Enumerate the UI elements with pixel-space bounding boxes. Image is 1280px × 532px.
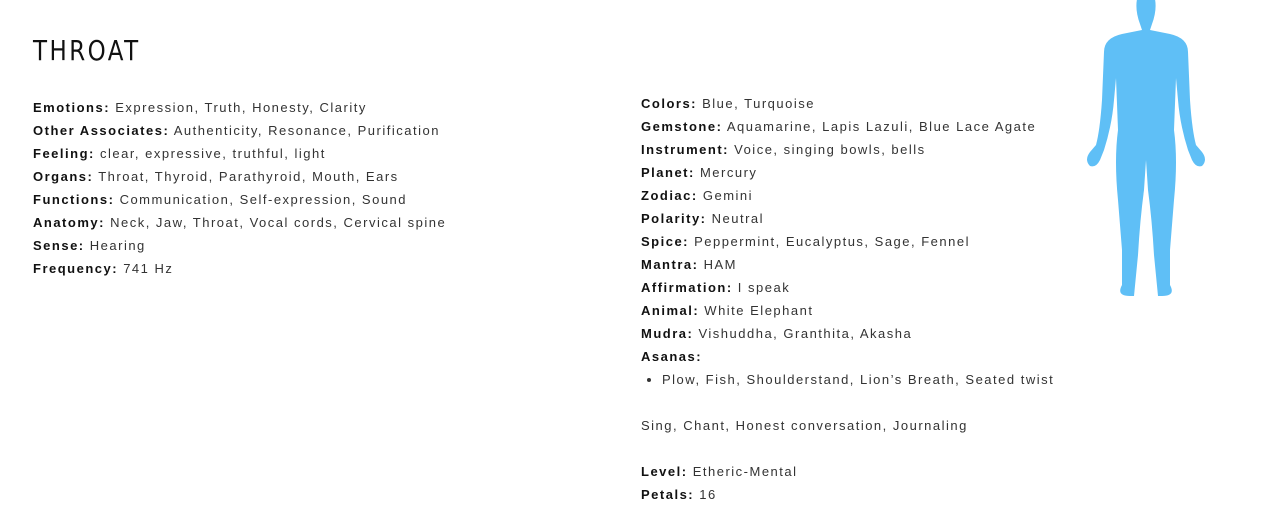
attribute-row-planet <box>641 165 1111 188</box>
attribute-row-other-associates <box>33 123 593 146</box>
attribute-label: Spice: <box>641 234 690 249</box>
attribute-label: Level: <box>641 464 688 479</box>
attribute-row-colors <box>641 96 1111 119</box>
attribute-label: Planet: <box>641 165 695 180</box>
attribute-value: Expression, Truth, Honesty, Clarity <box>115 100 367 115</box>
attribute-label: Petals: <box>641 487 695 502</box>
attribute-row-functions <box>33 192 593 215</box>
attribute-label: Instrument: <box>641 142 729 157</box>
attribute-value: Blue, Turquoise <box>702 96 815 111</box>
list-item: • Plow, Fish, Shoulderstand, Lion’s Breath, Seated twist <box>662 372 1111 395</box>
attribute-label: Sense: <box>33 238 85 253</box>
spacer <box>641 395 1111 418</box>
attribute-value: clear, expressive, truthful, light <box>99 146 326 161</box>
attribute-value: Vishuddha, Granthita, Akasha <box>698 326 913 341</box>
attribute-value: Hearing <box>89 238 146 253</box>
attribute-label: Emotions: <box>33 100 111 115</box>
attribute-row-gemstone <box>641 119 1111 142</box>
attribute-value: Authenticity, Resonance, Purification <box>173 123 440 138</box>
attribute-row-animal <box>641 303 1111 326</box>
attribute-label: Colors: <box>641 96 697 111</box>
attribute-value: Throat, Thyroid, Parathyroid, Mouth, Ears <box>98 169 399 184</box>
left-attributes-column <box>33 100 593 284</box>
attribute-value: Peppermint, Eucalyptus, Sage, Fennel <box>694 234 970 249</box>
attribute-label: Functions: <box>33 192 115 207</box>
attribute-row-polarity <box>641 211 1111 234</box>
attribute-label: Mantra: <box>641 257 699 272</box>
attribute-value: 741 Hz <box>123 261 174 276</box>
attribute-row-zodiac <box>641 188 1111 211</box>
attribute-label: Polarity: <box>641 211 707 226</box>
attribute-row-sense <box>33 238 593 261</box>
attribute-label: Other Associates: <box>33 123 170 138</box>
attribute-row-level <box>641 464 1111 487</box>
attribute-row-frequency <box>33 261 593 284</box>
attribute-value: Gemini <box>702 188 754 203</box>
attribute-value: Aquamarine, Lapis Lazuli, Blue Lace Agate <box>726 119 1037 134</box>
attribute-row-feeling <box>33 146 593 169</box>
attribute-label: Zodiac: <box>641 188 698 203</box>
page-title: THROAT <box>33 34 141 67</box>
attribute-row-affirmation <box>641 280 1111 303</box>
attribute-value: HAM <box>703 257 737 272</box>
asanas-list <box>641 372 1111 395</box>
attribute-label: Frequency: <box>33 261 119 276</box>
attribute-label: Animal: <box>641 303 700 318</box>
spacer <box>641 441 1111 464</box>
attribute-value: Voice, singing bowls, bells <box>734 142 926 157</box>
attribute-value: Etheric-Mental <box>692 464 798 479</box>
attribute-row-asanas <box>641 349 1111 372</box>
attribute-row-spice <box>641 234 1111 257</box>
attribute-row-anatomy <box>33 215 593 238</box>
attribute-value: 16 <box>699 487 717 502</box>
attribute-row-emotions <box>33 100 593 123</box>
activities-text: Sing, Chant, Honest conversation, Journaling <box>641 418 968 433</box>
attribute-label: Feeling: <box>33 146 95 161</box>
right-attributes-column <box>641 96 1111 510</box>
attribute-row-mantra <box>641 257 1111 280</box>
attribute-value: Neutral <box>711 211 765 226</box>
attribute-label: Organs: <box>33 169 94 184</box>
attribute-label: Affirmation: <box>641 280 733 295</box>
attribute-row-petals <box>641 487 1111 510</box>
attribute-value: Mercury <box>699 165 758 180</box>
attribute-value: I speak <box>737 280 791 295</box>
attribute-label: Anatomy: <box>33 215 105 230</box>
human-silhouette-icon <box>1078 0 1213 300</box>
attribute-row-mudra <box>641 326 1111 349</box>
attribute-value: Neck, Jaw, Throat, Vocal cords, Cervical spine <box>110 215 447 230</box>
attribute-row-organs <box>33 169 593 192</box>
attribute-label: Mudra: <box>641 326 694 341</box>
attribute-row-instrument <box>641 142 1111 165</box>
attribute-label: Asanas: <box>641 349 703 364</box>
attribute-label: Gemstone: <box>641 119 723 134</box>
attribute-value: Communication, Self-expression, Sound <box>119 192 408 207</box>
attribute-value: White Elephant <box>704 303 814 318</box>
